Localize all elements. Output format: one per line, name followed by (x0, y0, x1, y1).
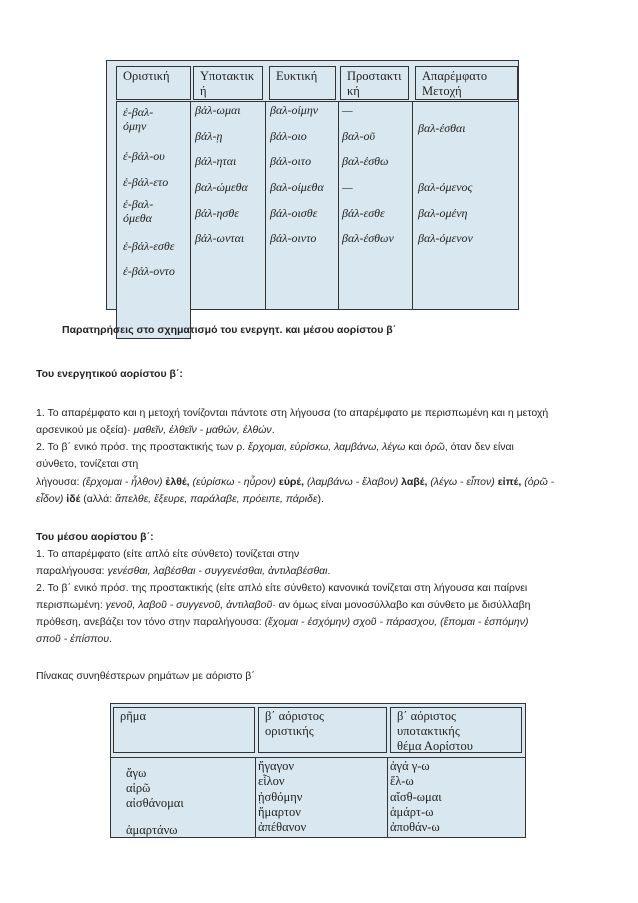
cell-subjunctive: βάλ-ησθε (195, 206, 239, 220)
aorist-indicative-cell: εἷλον (258, 774, 285, 788)
cell-indicative: ἐ-βάλ-εσθε (123, 239, 175, 253)
middle-aorist-title: Του μέσου αορίστου β΄: (36, 531, 154, 543)
cell-indicative: ἐ-βαλ- όμην (123, 105, 154, 133)
verb-cell: ἁμαρτάνω (126, 823, 178, 837)
header-optative: Ευκτική (269, 66, 336, 100)
cell-imperative: — (342, 180, 353, 194)
cell-optative: βάλ-οιο (270, 129, 307, 143)
cell-indicative: ἐ-βάλ-οντο (123, 264, 175, 278)
cell-imperative: βαλ-οῦ (342, 129, 375, 143)
cell-imperative: βάλ-εσθε (342, 206, 385, 220)
header-infinitive-participle: Απαρέμφατο Μετοχή (415, 66, 518, 100)
aorist-indicative-cell: ἥμαρτον (258, 805, 301, 819)
cell-subjunctive: βάλ-ηται (195, 154, 237, 168)
header-aorist-indicative: β΄ αόριστος οριστικής (258, 707, 387, 753)
verb-cell: αἱρῶ (126, 781, 151, 795)
aorist-subjunctive-cell: ἁμάρτ-ω (390, 805, 434, 819)
cell-subjunctive: βάλ-ωμαι (195, 103, 241, 117)
aorist-subjunctive-cell: αἴσθ-ωμαι (390, 790, 442, 804)
conjugation-table (106, 60, 519, 310)
cell-subjunctive: βάλ-ωνται (195, 231, 245, 245)
active-p2-line2: σύνθετο, τονίζεται στη (36, 458, 139, 470)
cell-optative: βάλ-οιντο (270, 231, 317, 245)
cell-optative: βάλ-οιτο (270, 154, 312, 168)
aorist-subjunctive-cell: ἀποθάν-ω (390, 820, 440, 834)
aorist-subjunctive-cell: ἀγά γ-ω (390, 759, 430, 773)
cell-indicative: ἐ-βαλ- όμεθα (123, 197, 154, 225)
aorist-indicative-cell: ἤγαγον (258, 759, 295, 773)
cell-participle: βαλ-όμενος (418, 180, 473, 194)
middle-p2-line3: πρόθεση, ανεβάζει τον τόνο στην παραλήγουσα: (ἔχομαι - ἐσχόμην) σχοῦ - πάρασχου, (ἕπομαι - ἑσπόμην) (36, 616, 529, 628)
header-indicative: Οριστική (116, 66, 191, 100)
header-subjunctive: Υποτακτικ ή (193, 66, 263, 100)
aorist-indicative-cell: ᾐσθόμην (258, 790, 303, 804)
active-p2-line3: λήγουσα: (ἔρχομαι - ἦλθον) ἐλθέ, (εὑρίσκω - ηὗρον) εὑρέ, (λαμβάνω - ἔλαβον) λαβέ, (λέγω - εἶπον) εἰπέ, (ὁρῶ - (36, 476, 555, 488)
active-aorist-title: Του ενεργητικού αορίστου β΄: (36, 368, 183, 380)
middle-p2-line2: περισπωμένη: γενοῦ, λαβοῦ - συγγενοῦ, ἀντιλαβοῦ· αν όμως είναι μονοσύλλαβο και σύνθετο με δισύλλαβη (36, 599, 531, 611)
header-verb: ρῆμα (113, 707, 255, 753)
active-p1-line1: 1. Το απαρέμφατο και η μετοχή τονίζονται πάντοτε στη λήγουσα (το απαρέμφατο με περισπωμένη και η μετοχή (36, 407, 549, 419)
cell-imperative: βαλ-έσθων (342, 231, 394, 245)
cell-imperative: — (342, 103, 353, 117)
active-p2-line4: εἶδον) ἰδέ (αλλά: ἄπελθε, ἔξευρε, παράλαβε, πρόειπε, πάριδε). (36, 493, 324, 505)
cell-subjunctive: βαλ-ώμεθα (195, 180, 248, 194)
verb-cell: αἰσθάνομαι (126, 796, 184, 810)
cell-optative: βαλ-οίμεθα (270, 180, 324, 194)
active-p1-line2: αρσενικού με οξεία)· μαθεῖν, ἐλθεῖν - μαθών, ἐλθών. (36, 424, 275, 436)
cell-indicative: ἐ-βάλ-ετο (123, 175, 169, 189)
cell-optative: βαλ-οίμην (270, 103, 319, 117)
active-p2-line1: 2. Το β΄ ενικό πρόσ. της προστακτικής των ρ. ἔρχομαι, εὑρίσκω, λαμβάνω, λέγω και ὁρῶ, όταν δεν είναι (36, 441, 514, 453)
observations-heading: Παρατηρήσεις στο σχηματισμό του ενεργητ. και μέσου αορίστου β΄ (62, 324, 397, 336)
cell-indicative: ἐ-βάλ-ου (123, 149, 165, 163)
cell-optative: βάλ-οισθε (270, 206, 318, 220)
cell-participle: βαλ-ομένη (418, 206, 468, 220)
middle-p2-line4: σποῦ - ἐπίσπου. (36, 633, 112, 645)
cell-participle: βαλ-όμενον (418, 231, 473, 245)
verbs-table (110, 703, 526, 838)
aorist-indicative-cell: ἀπέθανον (258, 820, 307, 834)
cell-infinitive: βαλ-έσθαι (418, 121, 466, 135)
aorist-subjunctive-cell: ἕλ-ω (390, 774, 414, 788)
cell-imperative: βαλ-έσθω (342, 154, 389, 168)
middle-p1-line2: παραλήγουσα: γενέσθαι, λαβέσθαι - συγγενέσθαι, ἀντιλαβέσθαι. (36, 565, 331, 577)
middle-p1-line1: 1. Το απαρέμφατο (είτε απλό είτε σύνθετο) τονίζεται στην (36, 548, 300, 560)
header-aorist-subjunctive: β΄ αόριστος υποτακτικής θέμα Αορίστου (390, 707, 522, 753)
header-imperative: Προστακτι κή (340, 66, 409, 100)
verb-cell: ἄγω (126, 766, 147, 780)
verbs-table-heading: Πίνακας συνηθέστερων ρημάτων με αόριστο β΄ (36, 670, 255, 682)
cell-subjunctive: βάλ-ῃ (195, 129, 223, 143)
middle-p2-line1: 2. Το β΄ ενικό πρόσ. της προστακτικής (είτε απλό είτε σύνθετο) κανονικά τονίζεται στη λήγουσα και παίρνει (36, 582, 528, 594)
